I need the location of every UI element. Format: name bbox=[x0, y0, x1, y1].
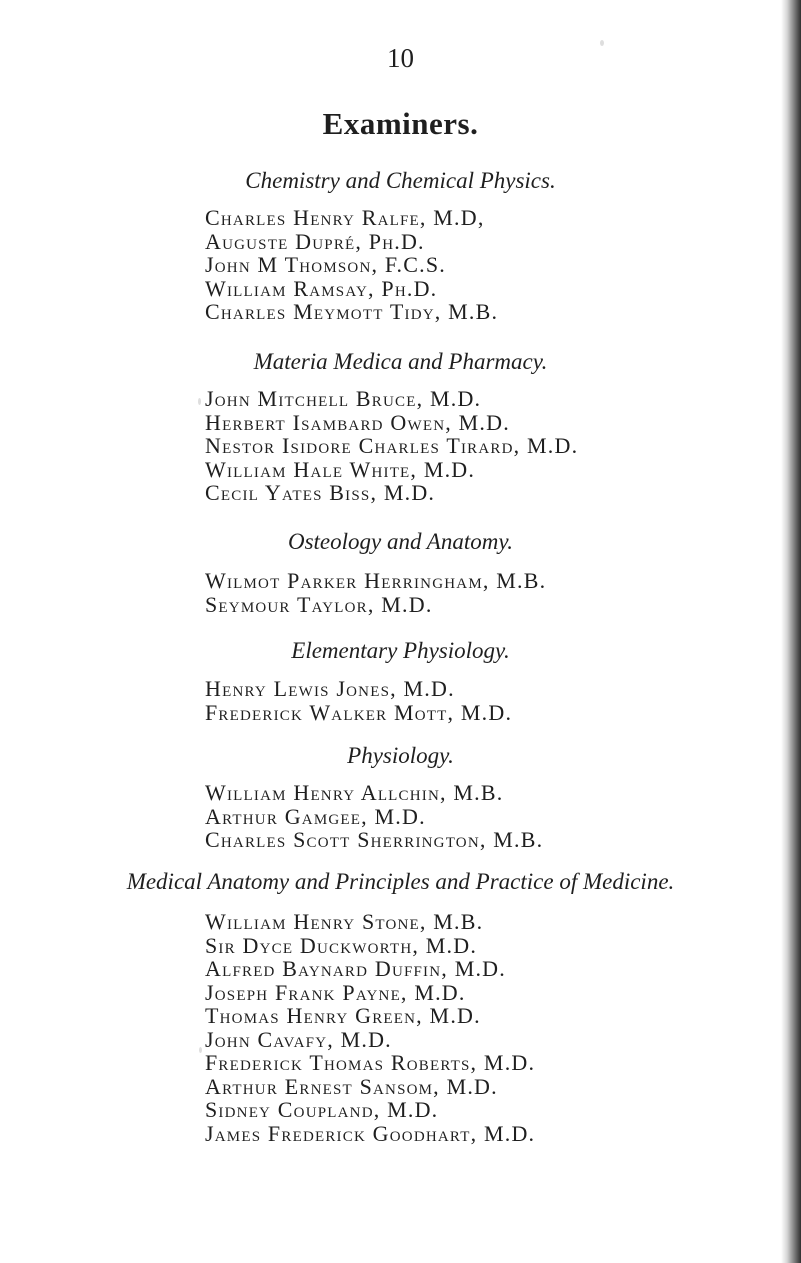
examiner-name: Charles Henry Ralfe, M.D, bbox=[205, 205, 485, 230]
examiner-list-elementary-physiology bbox=[205, 677, 512, 724]
examiner-name: Frederick Walker Mott, M.D. bbox=[205, 699, 513, 725]
examiner-name: Herbert Isambard Owen, M.D. bbox=[205, 409, 510, 435]
examiner-name: William Ramsay, Ph.D. bbox=[205, 275, 438, 301]
section-title-elementary-physiology: Elementary Physiology. bbox=[291, 638, 510, 663]
ink-smudge bbox=[199, 1047, 202, 1053]
examiner-name: Frederick Thomas Roberts, M.D. bbox=[205, 1050, 536, 1075]
examiner-name: Seymour Taylor, M.D. bbox=[205, 591, 433, 617]
examiner-name: William Henry Stone, M.B. bbox=[205, 909, 484, 934]
examiner-name: Charles Scott Sherrington, M.B. bbox=[205, 827, 544, 852]
examiner-name: Henry Lewis Jones, M.D. bbox=[205, 676, 455, 701]
examiner-name: Sidney Coupland, M.D. bbox=[205, 1097, 439, 1122]
section-title-chemistry: Chemistry and Chemical Physics. bbox=[245, 168, 556, 193]
examiner-name: John Cavafy, M.D. bbox=[205, 1026, 392, 1052]
examiner-name: John Mitchell Bruce, M.D. bbox=[205, 386, 482, 411]
section-title-osteology: Osteology and Anatomy. bbox=[287, 529, 514, 554]
examiner-list-osteology bbox=[205, 569, 546, 616]
section-title-medicine: Medical Anatomy and Principles and Practice of Medicine. bbox=[126, 869, 675, 894]
page-title: Examiners. bbox=[322, 106, 479, 141]
examiner-list-materia-medica bbox=[205, 387, 578, 505]
page-number: 10 bbox=[387, 43, 414, 73]
examiner-name: Sir Dyce Duckworth, M.D. bbox=[205, 932, 478, 958]
examiner-name: Charles Meymott Tidy, M.B. bbox=[205, 299, 499, 324]
section-title-materia-medica: Materia Medica and Pharmacy. bbox=[253, 349, 548, 374]
examiner-name: William Hale White, M.D. bbox=[205, 456, 476, 482]
examiner-name: Joseph Frank Payne, M.D. bbox=[205, 979, 466, 1005]
examiner-list-chemistry bbox=[205, 206, 498, 324]
examiner-name: James Frederick Goodhart, M.D. bbox=[205, 1120, 536, 1146]
examiner-name: Alfred Baynard Duffin, M.D. bbox=[205, 956, 506, 981]
examiner-name: Nestor Isidore Charles Tirard, M.D. bbox=[205, 433, 579, 458]
examiner-name: John M Thomson, F.C.S. bbox=[205, 252, 446, 277]
examiner-name: Auguste Dupré, Ph.D. bbox=[205, 228, 425, 254]
examiner-name: Arthur Gamgee, M.D. bbox=[205, 803, 426, 829]
examiner-name: William Henry Allchin, M.B. bbox=[205, 780, 504, 805]
section-title-physiology: Physiology. bbox=[347, 743, 454, 768]
examiner-name: Thomas Henry Green, M.D. bbox=[205, 1003, 481, 1028]
examiner-name: Arthur Ernest Sansom, M.D. bbox=[205, 1073, 498, 1099]
examiner-list-physiology bbox=[205, 781, 543, 852]
examiner-list-medicine bbox=[205, 910, 535, 1145]
ink-smudge bbox=[198, 398, 201, 405]
examiner-name: Cecil Yates Biss, M.D. bbox=[205, 480, 436, 505]
examiner-name: Wilmot Parker Herringham, M.B. bbox=[205, 568, 547, 593]
